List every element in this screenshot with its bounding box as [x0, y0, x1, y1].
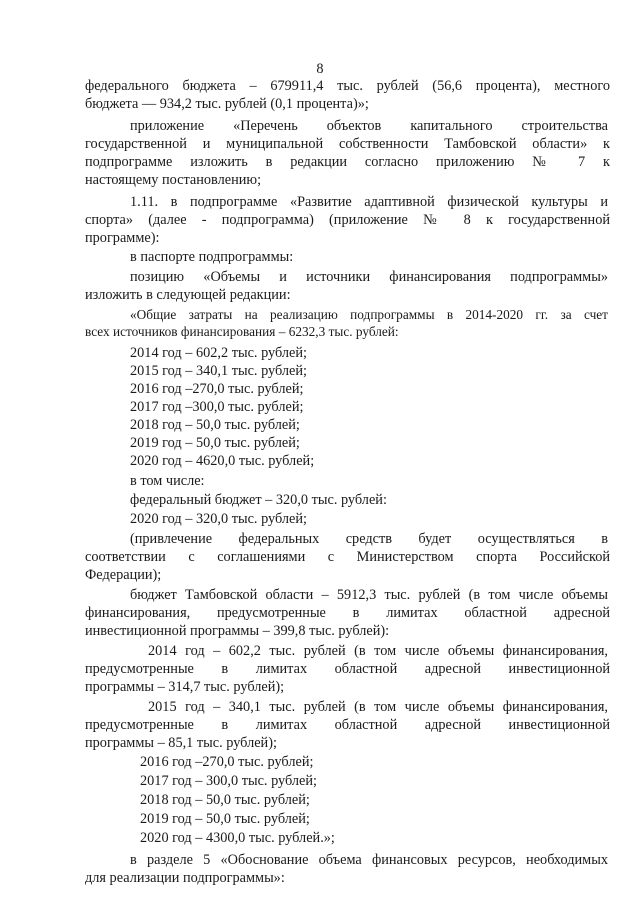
text-line: предусмотренные в лимитах областной адресной инвестиционной — [85, 717, 610, 733]
text-line: всех источников финансирования – 6232,3 тыс. рублей: — [85, 324, 399, 339]
text-line: (привлечение федеральных средств будет осуществляться в — [130, 531, 608, 547]
text-line: программе): — [85, 230, 160, 246]
text-line: 2020 год – 320,0 тыс. рублей; — [130, 511, 308, 527]
text-line: 2014 год – 602,2 тыс. рублей (в том числе объемы финансирования, — [148, 643, 608, 659]
text-line: спорта» (далее - подпрограмма) (приложение № 8 к государственной — [85, 212, 610, 228]
text-line: государственной и муниципальной собственности Тамбовской области» к — [85, 136, 610, 152]
text-line: 2015 год – 340,1 тыс. рублей; — [130, 363, 308, 379]
text-line: 2020 год – 4300,0 тыс. рублей.»; — [140, 830, 335, 846]
text-line: 2019 год – 50,0 тыс. рублей; — [140, 811, 310, 827]
text-line: 2018 год – 50,0 тыс. рублей; — [130, 417, 300, 433]
text-line: 2020 год – 4620,0 тыс. рублей; — [130, 453, 315, 469]
text-line: предусмотренные в лимитах областной адресной инвестиционной — [85, 661, 610, 677]
text-line: 2018 год – 50,0 тыс. рублей; — [140, 792, 310, 808]
text-line: приложение «Перечень объектов капитального строительства — [130, 118, 608, 134]
text-line: в паспорте подпрограммы: — [130, 249, 294, 265]
text-line: Федерации); — [85, 567, 162, 583]
text-line: в том числе: — [130, 473, 205, 489]
text-line: 2017 год –300,0 тыс. рублей; — [130, 399, 304, 415]
text-line: инвестиционной программы – 399,8 тыс. рублей): — [85, 623, 390, 639]
text-line: 2014 год – 602,2 тыс. рублей; — [130, 345, 308, 361]
text-line: «Общие затраты на реализацию подпрограммы в 2014-2020 гг. за счет — [130, 307, 608, 322]
text-line: программы – 314,7 тыс. рублей); — [85, 679, 285, 695]
text-line: изложить в следующей редакции: — [85, 287, 291, 303]
text-line: 2015 год – 340,1 тыс. рублей (в том числе объемы финансирования, — [148, 699, 608, 715]
text-line: программы – 85,1 тыс. рублей); — [85, 735, 277, 751]
text-line: подпрограмме изложить в редакции согласно приложению № 7 к — [85, 154, 610, 170]
text-line: бюджета –– 934,2 тыс. рублей (0,1 процента)»; — [85, 96, 369, 112]
text-line: 1.11. в подпрограмме «Развитие адаптивной физической культуры и — [130, 194, 608, 210]
text-line: для реализации подпрограммы»: — [85, 870, 285, 886]
text-line: в разделе 5 «Обоснование объема финансовых ресурсов, необходимых — [130, 852, 608, 868]
text-line: федерального бюджета – 679911,4 тыс. рублей (56,6 процента), местного — [85, 78, 610, 94]
text-line: федеральный бюджет – 320,0 тыс. рублей: — [130, 492, 387, 508]
text-line: позицию «Объемы и источники финансирования подпрограммы» — [130, 269, 608, 285]
text-line: настоящему постановлению; — [85, 172, 262, 188]
text-line: финансирования, предусмотренные в лимитах областной адресной — [85, 605, 610, 621]
text-line: соответствии с соглашениями с Министерством спорта Российской — [85, 549, 610, 565]
text-line: 2019 год – 50,0 тыс. рублей; — [130, 435, 300, 451]
text-line: бюджет Тамбовской области – 5912,3 тыс. рублей (в том числе объемы — [130, 587, 608, 603]
text-line: 2017 год – 300,0 тыс. рублей; — [140, 773, 318, 789]
text-line: 2016 год –270,0 тыс. рублей; — [130, 381, 304, 397]
page-number: 8 — [316, 61, 324, 77]
text-line: 2016 год –270,0 тыс. рублей; — [140, 754, 314, 770]
